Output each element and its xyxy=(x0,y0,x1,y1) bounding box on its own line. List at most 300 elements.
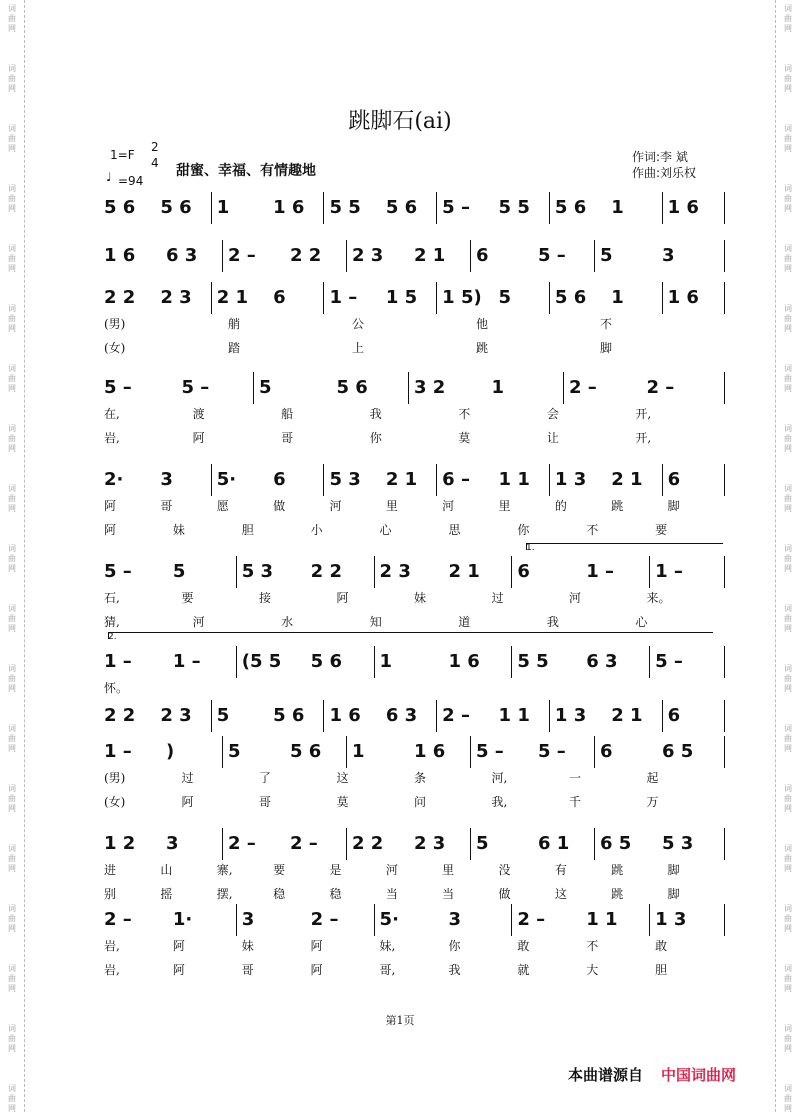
watermark-text: 词 曲 网 xyxy=(8,724,16,753)
bar-line xyxy=(511,556,512,588)
bar-line xyxy=(436,282,437,314)
bar-line xyxy=(511,646,512,678)
lyric-word: 脚 xyxy=(667,499,680,513)
watermark-text: 词 曲 网 xyxy=(784,544,792,573)
lyric-line xyxy=(0,406,800,422)
bar-line xyxy=(253,372,254,404)
lyric-word: 船 xyxy=(281,407,294,421)
note-group: 6 – xyxy=(442,469,470,490)
bar-line xyxy=(211,700,212,732)
lyric-word: 进 xyxy=(104,863,117,877)
lyric-word: 有 xyxy=(554,863,567,877)
note-group: 2 – xyxy=(290,833,318,854)
bar-line xyxy=(236,646,237,678)
lyric-word: 河 xyxy=(192,615,205,629)
note-group: 5 6 xyxy=(290,741,322,762)
score-line xyxy=(0,288,800,308)
note-group: 1 6 xyxy=(414,741,446,762)
watermark-text: 词 曲 网 xyxy=(8,1024,16,1053)
watermark-text: 词 曲 网 xyxy=(784,664,792,693)
bar-line xyxy=(724,904,725,936)
lyric-word: 阿 xyxy=(172,963,185,977)
bar-line xyxy=(594,240,595,272)
bar-line xyxy=(236,904,237,936)
bar-line xyxy=(549,192,550,224)
bar-line xyxy=(222,240,223,272)
note-group: 6 xyxy=(517,561,530,582)
note-group: 5 6 xyxy=(310,651,342,672)
lyric-word: 别 xyxy=(104,887,117,901)
note-group: 1 xyxy=(216,197,230,218)
note-group: 6 xyxy=(273,469,286,490)
note-group: 3 xyxy=(241,909,255,930)
note-group: 5 5 xyxy=(498,197,530,218)
lyric-word: 莫 xyxy=(458,431,471,445)
lyric-word: 阿 xyxy=(104,499,117,513)
lyric-word: 上 xyxy=(352,341,365,355)
lyric-word: 河 xyxy=(385,863,398,877)
watermark-text: 词 曲 网 xyxy=(8,484,16,513)
lyric-word: 岩, xyxy=(104,963,120,977)
note-group: 3 xyxy=(160,469,173,490)
lyric-word: 思 xyxy=(448,523,461,537)
note-group: 5 6 xyxy=(160,197,192,218)
bar-line xyxy=(563,372,564,404)
watermark-text: 词 曲 网 xyxy=(784,244,792,273)
note-group: 1 – xyxy=(172,651,201,672)
lyric-word: 妹, xyxy=(379,939,396,953)
note-group: 2 1 xyxy=(414,245,446,266)
note-group: 6 3 xyxy=(166,245,198,266)
note-group: 5 – xyxy=(442,197,470,218)
bar-line xyxy=(724,828,725,860)
lyric-line xyxy=(0,862,800,878)
lyric-word: 心 xyxy=(635,615,648,629)
score-line xyxy=(0,198,800,218)
lyric-word: 条 xyxy=(414,771,427,785)
bar-line xyxy=(374,556,375,588)
note-group: (5 5 xyxy=(241,651,282,672)
note-group: 5 3 xyxy=(241,561,274,582)
note-group: 1 6 xyxy=(667,197,699,218)
lyric-word: 是 xyxy=(329,863,342,877)
lyric-word: 千 xyxy=(569,795,582,809)
source-brand-link[interactable]: 中国词曲网 xyxy=(661,1066,737,1084)
watermark-text: 词 曲 网 xyxy=(784,1024,792,1053)
note-group: 6 xyxy=(667,705,681,726)
watermark-text: 词 曲 网 xyxy=(784,604,792,633)
time-signature-bottom: 4 xyxy=(151,156,159,170)
lyric-word: 我 xyxy=(546,615,559,629)
note-group: 1 xyxy=(379,651,393,672)
lyric-line xyxy=(0,430,800,446)
lyric-word: 稳 xyxy=(329,887,342,901)
note-group: 1 2 xyxy=(104,833,136,854)
lyric-word: 开, xyxy=(635,407,652,421)
lyric-word: 起 xyxy=(646,771,659,785)
lyric-word: 脚 xyxy=(600,341,613,355)
note-group: 6 5 xyxy=(600,833,632,854)
bar-line xyxy=(323,282,324,314)
watermark-text: 词 曲 网 xyxy=(784,844,792,873)
note-group: 5 – xyxy=(104,561,132,582)
watermark-text: 词 曲 网 xyxy=(784,964,792,993)
note-group: 2 2 xyxy=(352,833,384,854)
lyric-word: 要 xyxy=(655,523,668,537)
bar-line xyxy=(649,556,650,588)
note-group: 2 1 xyxy=(385,469,418,490)
lyric-word: 不 xyxy=(600,317,613,331)
note-group: 5 – xyxy=(476,741,504,762)
note-group: 1 1 xyxy=(498,705,530,726)
note-group: 5 6 xyxy=(273,705,305,726)
lyric-word: 他 xyxy=(476,317,489,331)
note-group: 5 xyxy=(172,561,186,582)
lyric-word: 这 xyxy=(554,887,567,901)
bar-line xyxy=(211,464,212,496)
lyric-word: 让 xyxy=(546,431,559,445)
note-group: 5 – xyxy=(538,245,566,266)
bar-line xyxy=(724,700,725,732)
lyric-word: 摆, xyxy=(216,887,233,901)
quarter-note-icon: ♩ xyxy=(106,170,112,184)
bar-line xyxy=(222,828,223,860)
watermark-text: 词 曲 网 xyxy=(8,964,16,993)
note-group: 3 2 xyxy=(414,377,446,398)
bar-line xyxy=(236,556,237,588)
note-group: 1 xyxy=(611,197,624,218)
note-group: 2 – xyxy=(569,377,597,398)
note-group: 2 3 xyxy=(352,245,384,266)
volta-2-bracket xyxy=(108,632,713,639)
lyric-word: 猜, xyxy=(104,615,120,629)
score-line xyxy=(0,652,800,672)
lyric-word: 敢 xyxy=(655,939,668,953)
composer-credit: 作曲:刘乐权 xyxy=(632,166,697,180)
note-group: 1 6 xyxy=(667,287,699,308)
source-credit xyxy=(568,1064,736,1085)
note-group: 5 – xyxy=(104,377,132,398)
note-group: 2· xyxy=(104,469,124,490)
watermark-text: 词 曲 网 xyxy=(784,724,792,753)
score-line xyxy=(0,246,800,266)
note-group: 6 3 xyxy=(586,651,618,672)
lyric-word: 哥, xyxy=(379,963,396,977)
lyric-word: 过 xyxy=(491,591,504,605)
note-group: 5 xyxy=(600,245,613,266)
note-group: 5 xyxy=(498,287,512,308)
lyric-word: 过 xyxy=(181,771,194,785)
note-group: 1 3 xyxy=(554,705,587,726)
bar-line xyxy=(436,192,437,224)
bar-line xyxy=(408,372,409,404)
lyric-word: 我, xyxy=(491,795,508,809)
volta-2: 2. xyxy=(108,632,117,642)
note-group: 6 xyxy=(600,741,613,762)
note-group: 6 5 xyxy=(662,741,694,762)
note-group: 1 6 xyxy=(448,651,480,672)
watermark-text: 词 曲 网 xyxy=(8,304,16,333)
note-group: 2 2 xyxy=(104,705,136,726)
lyric-word: 阿 xyxy=(104,523,117,537)
note-group: 2 – xyxy=(517,909,546,930)
note-group: 3 xyxy=(662,245,675,266)
lyric-word: 艄 xyxy=(228,317,241,331)
lyric-word: 脚 xyxy=(667,863,680,877)
lyric-word: 莫 xyxy=(336,795,349,809)
lyric-word: 河 xyxy=(329,499,342,513)
lyric-word: 当 xyxy=(385,887,398,901)
bar-line xyxy=(549,700,550,732)
note-group: 2 3 xyxy=(414,833,446,854)
watermark-text: 词 曲 网 xyxy=(8,184,16,213)
bar-line xyxy=(662,282,663,314)
lyric-line xyxy=(0,498,800,514)
note-group: 2 – xyxy=(228,833,256,854)
lyric-word: 来。 xyxy=(646,591,671,605)
watermark-text: 词 曲 网 xyxy=(784,1084,792,1113)
note-group: 1 5 xyxy=(385,287,418,308)
note-group: 2 1 xyxy=(611,469,643,490)
watermark-text: 词 曲 网 xyxy=(8,64,16,93)
note-group: 1 – xyxy=(104,741,132,762)
lyric-word: 哥 xyxy=(160,499,173,513)
bar-line xyxy=(662,464,663,496)
lyric-word: 做 xyxy=(498,887,511,901)
lyric-word: 问 xyxy=(414,795,427,809)
lyric-word: 当 xyxy=(442,887,455,901)
lyric-word: (男) xyxy=(104,771,126,785)
note-group: 2 – xyxy=(442,705,470,726)
tempo-marking: =94 xyxy=(118,174,144,188)
lyric-word: 公 xyxy=(352,317,365,331)
score-line xyxy=(0,910,800,930)
lyric-word: 我 xyxy=(369,407,382,421)
note-group: 1 – xyxy=(329,287,358,308)
lyric-word: 里 xyxy=(385,499,398,513)
note-group: 1 1 xyxy=(586,909,618,930)
watermark-text: 词 曲 网 xyxy=(784,304,792,333)
lyric-word: 河 xyxy=(569,591,582,605)
lyric-word: 胆 xyxy=(655,963,668,977)
lyric-line xyxy=(0,614,800,630)
watermark-text: 词 曲 网 xyxy=(784,424,792,453)
note-group: 1 5) xyxy=(442,287,482,308)
note-group: 1 – xyxy=(104,651,132,672)
score-line xyxy=(0,470,800,490)
lyric-word: 接 xyxy=(259,591,272,605)
bar-line xyxy=(662,700,663,732)
lyric-word: 跳 xyxy=(611,863,624,877)
bar-line xyxy=(724,464,725,496)
note-group: 1 3 xyxy=(554,469,587,490)
lyric-word: 脚 xyxy=(667,887,680,901)
bar-line xyxy=(649,904,650,936)
note-group: 1 3 xyxy=(655,909,687,930)
lyric-word: 跳 xyxy=(611,887,624,901)
source-label: 本曲谱源自 xyxy=(568,1066,644,1084)
lyric-word: 敢 xyxy=(517,939,530,953)
bar-line xyxy=(470,828,471,860)
lyric-word: 这 xyxy=(336,771,349,785)
note-group: 6 xyxy=(667,469,681,490)
lyric-word: 你 xyxy=(517,523,530,537)
bar-line xyxy=(323,192,324,224)
note-group: 1 6 xyxy=(104,245,136,266)
note-group: 5 – xyxy=(181,377,210,398)
bar-line xyxy=(374,646,375,678)
lyric-word: 岩, xyxy=(104,431,120,445)
lyric-word: 做 xyxy=(273,499,286,513)
note-group: 5 5 xyxy=(329,197,361,218)
lyric-word: 里 xyxy=(498,499,511,513)
lyric-word: 阿 xyxy=(192,431,205,445)
lyric-word: 阿 xyxy=(181,795,194,809)
lyric-word: (女) xyxy=(104,795,126,809)
lyric-word: 踏 xyxy=(228,341,241,355)
note-group: 5· xyxy=(216,469,237,490)
lyric-word: 河 xyxy=(442,499,455,513)
volta-1: 1. xyxy=(526,543,535,553)
note-group: 1· xyxy=(172,909,193,930)
watermark-text: 词 曲 网 xyxy=(8,544,16,573)
watermark-text: 词 曲 网 xyxy=(8,844,16,873)
watermark-text: 词 曲 网 xyxy=(8,124,16,153)
bar-line xyxy=(346,828,347,860)
bar-line xyxy=(346,736,347,768)
note-group: 2 – xyxy=(310,909,339,930)
lyric-word: 一 xyxy=(569,771,582,785)
lyric-word: 怀。 xyxy=(104,681,129,695)
time-signature-top: 2 xyxy=(151,140,159,154)
lyric-line xyxy=(0,316,800,332)
note-group: 5 3 xyxy=(662,833,694,854)
bar-line xyxy=(374,904,375,936)
bar-line xyxy=(724,646,725,678)
lyric-word: 稳 xyxy=(273,887,286,901)
bar-line xyxy=(724,282,725,314)
lyric-word: 在, xyxy=(104,407,120,421)
lyric-word: 心 xyxy=(379,523,392,537)
bar-line xyxy=(594,736,595,768)
lyric-word: 我 xyxy=(448,963,461,977)
lyric-word: 哥 xyxy=(281,431,294,445)
bar-line xyxy=(436,700,437,732)
lyric-word: 小 xyxy=(310,523,323,537)
bar-line xyxy=(649,646,650,678)
bar-line xyxy=(211,192,212,224)
watermark-text: 词 曲 网 xyxy=(784,184,792,213)
watermark-text: 词 曲 网 xyxy=(784,484,792,513)
lyric-word: 水 xyxy=(281,615,294,629)
song-title: 跳脚石(ai) xyxy=(348,109,452,134)
note-group: 5 6 xyxy=(385,197,418,218)
watermark-text: 词 曲 网 xyxy=(8,364,16,393)
lyricist-credit: 作词:李 斌 xyxy=(632,150,688,164)
note-group: 2 – xyxy=(646,377,675,398)
note-group: 1 6 xyxy=(273,197,305,218)
lyric-word: 了 xyxy=(259,771,272,785)
key-signature: 1=F xyxy=(110,148,135,162)
lyric-line xyxy=(0,522,800,538)
lyric-line xyxy=(0,770,800,786)
note-group: 1 xyxy=(491,377,505,398)
watermark-text: 词 曲 网 xyxy=(8,244,16,273)
lyric-word: 寨, xyxy=(216,863,233,877)
lyric-word: 阿 xyxy=(172,939,185,953)
note-group: 5 6 xyxy=(554,197,587,218)
lyric-line xyxy=(0,680,800,696)
lyric-word: 不 xyxy=(458,407,471,421)
note-group: 5 xyxy=(476,833,489,854)
note-group: 6 3 xyxy=(385,705,418,726)
note-group: 6 1 xyxy=(538,833,570,854)
lyric-word: 开, xyxy=(635,431,652,445)
watermark-text: 词 曲 网 xyxy=(784,364,792,393)
note-group: 2 2 xyxy=(310,561,342,582)
lyric-line xyxy=(0,938,800,954)
score-line xyxy=(0,706,800,726)
lyric-word: 河, xyxy=(491,771,508,785)
bar-line xyxy=(724,372,725,404)
lyric-word: 跳 xyxy=(476,341,489,355)
lyric-word: 胆 xyxy=(241,523,254,537)
lyric-word: (男) xyxy=(104,317,126,331)
lyric-line xyxy=(0,590,800,606)
note-group: 5 – xyxy=(538,741,566,762)
note-group: 2 – xyxy=(228,245,256,266)
note-group: 2 3 xyxy=(379,561,411,582)
bar-line xyxy=(724,192,725,224)
note-group: 1 6 xyxy=(329,705,361,726)
bar-line xyxy=(511,904,512,936)
bar-line xyxy=(470,736,471,768)
bar-line xyxy=(436,464,437,496)
note-group: 2 2 xyxy=(104,287,136,308)
note-group: 5 6 xyxy=(104,197,136,218)
lyric-word: 知 xyxy=(369,615,382,629)
note-group: 6 xyxy=(476,245,489,266)
score-line xyxy=(0,378,800,398)
watermark-text: 词 曲 网 xyxy=(784,904,792,933)
note-group: 5 xyxy=(228,741,241,762)
bar-line xyxy=(222,736,223,768)
watermark-text: 词 曲 网 xyxy=(8,604,16,633)
score-line xyxy=(0,834,800,854)
note-group: 1 – xyxy=(586,561,615,582)
note-group: 5· xyxy=(379,909,399,930)
lyric-word: 要 xyxy=(181,591,194,605)
note-group: 2 1 xyxy=(448,561,480,582)
note-group: 5 xyxy=(259,377,272,398)
watermark-text: 词 曲 网 xyxy=(8,664,16,693)
note-group: 2 1 xyxy=(611,705,643,726)
note-group: 1 1 xyxy=(498,469,530,490)
lyric-word: 渡 xyxy=(192,407,205,421)
note-group: 5 3 xyxy=(329,469,361,490)
lyric-word: 哥 xyxy=(259,795,272,809)
bar-line xyxy=(594,828,595,860)
bar-line xyxy=(662,192,663,224)
lyric-word: 阿 xyxy=(336,591,349,605)
note-group: 3 xyxy=(448,909,461,930)
lyric-word: 不 xyxy=(586,523,599,537)
volta-1-bracket xyxy=(526,543,723,550)
lyric-word: 就 xyxy=(517,963,530,977)
lyric-word: 不 xyxy=(586,939,599,953)
note-group: ) xyxy=(166,741,175,762)
lyric-word: 跳 xyxy=(611,499,624,513)
